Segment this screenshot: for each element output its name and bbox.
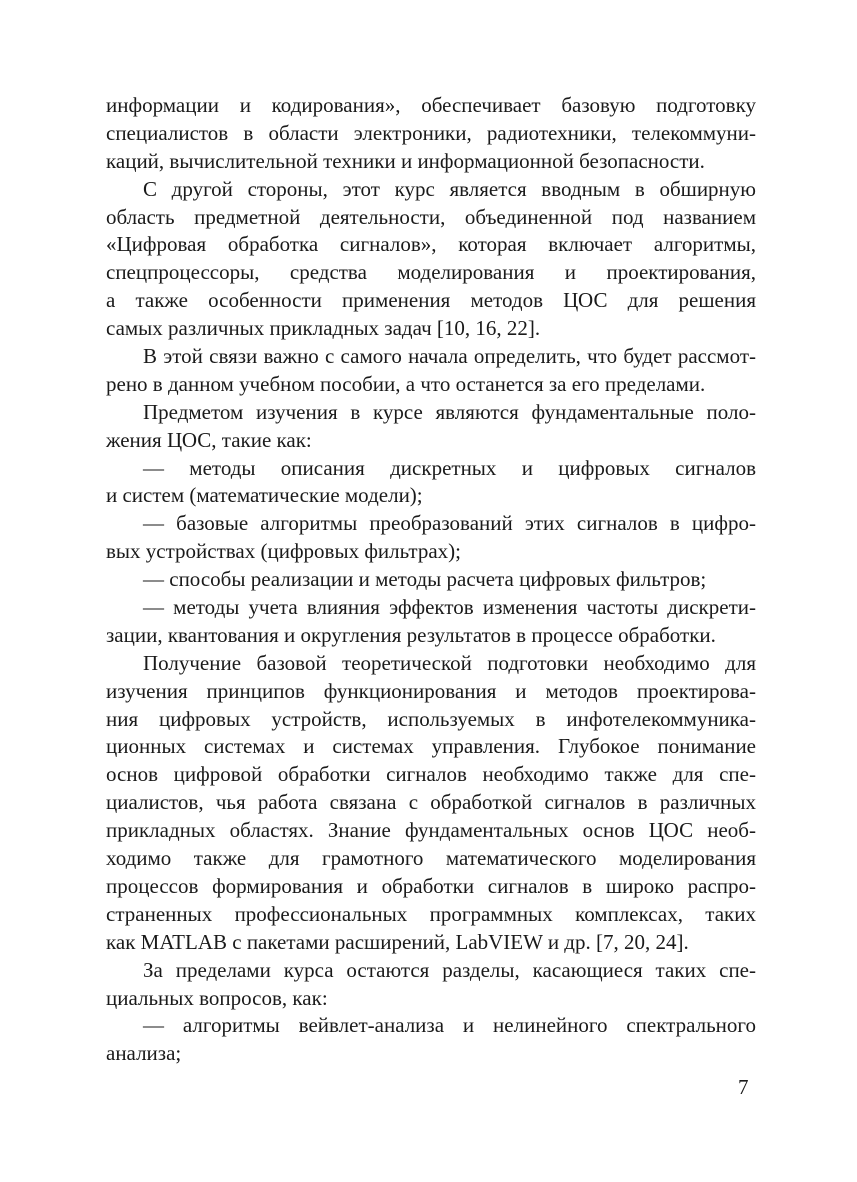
paragraph [106, 594, 756, 650]
text-line: а также особенности применения методов ЦОС для решения [106, 288, 756, 313]
text-line: — методы описания дискретных и цифровых сигналов [143, 455, 756, 480]
text-line: — способы реализации и методы расчета цифровых фильтров; [143, 567, 707, 592]
text-line: ходимо также для грамотного математического моделирования [106, 846, 756, 871]
text-line: вых устройствах (цифровых фильтрах); [106, 539, 462, 564]
paragraph [106, 455, 756, 511]
text-line: информации и кодирования», обеспечивает базовую подготовку [106, 93, 756, 117]
text-line: «Цифровая обработка сигналов», которая включает алгоритмы, [106, 232, 756, 257]
paragraph [106, 343, 756, 399]
page-number: 7 [738, 1075, 749, 1099]
text-line: — алгоритмы вейвлет-анализа и нелинейного спектрального [143, 1013, 756, 1038]
text-line: анализа; [106, 1041, 182, 1066]
text-line: область предметной деятельности, объединенной под названием [106, 204, 756, 229]
text-line: циалистов, чья работа связана с обработкой сигналов в различных [106, 790, 756, 815]
text-line: зации, квантования и округления результатов в процессе обработки. [106, 622, 716, 647]
text-line: специалистов в области электроники, радиотехники, телекоммуни- [106, 120, 756, 145]
paragraph [106, 399, 756, 455]
text-line: В этой связи важно с самого начала определить, что будет рассмот- [143, 344, 756, 369]
paragraph [106, 176, 756, 343]
paragraph [106, 92, 756, 176]
text-line: изучения принципов функционирования и методов проектирова- [106, 678, 756, 703]
text-line: страненных профессиональных программных комплексах, таких [106, 901, 756, 926]
text-line: и систем (математические модели); [106, 483, 423, 508]
text-line: С другой стороны, этот курс является вводным в обширную [143, 176, 756, 201]
text-line: спецпроцессоры, средства моделирования и проектирования, [106, 260, 756, 285]
text-line: самых различных прикладных задач [10, 16, 22]. [106, 316, 541, 341]
paragraph [106, 1012, 756, 1068]
paragraph [106, 566, 756, 594]
text-line: — базовые алгоритмы преобразований этих сигналов в цифро- [143, 511, 756, 536]
text-line: — методы учета влияния эффектов изменения частоты дискрети- [143, 595, 756, 620]
text-line: ния цифровых устройств, используемых в инфотелекоммуника- [106, 706, 756, 731]
text-line: процессов формирования и обработки сигналов в широко распро- [106, 873, 756, 898]
body-text [106, 92, 756, 1068]
text-line: ционных системах и системах управления. Глубокое понимание [106, 734, 756, 759]
text-line: Предметом изучения в курсе являются фундаментальные поло- [143, 399, 756, 424]
text-line: основ цифровой обработки сигналов необходимо также для спе- [106, 762, 756, 787]
text-line: каций, вычислительной техники и информационной безопасности. [106, 148, 705, 173]
text-line: прикладных областях. Знание фундаментальных основ ЦОС необ- [106, 818, 756, 843]
text-line: циальных вопросов, как: [106, 985, 328, 1010]
paragraph [106, 957, 756, 1013]
text-line: За пределами курса остаются разделы, касающиеся таких спе- [143, 957, 756, 982]
text-line: Получение базовой теоретической подготовки необходимо для [143, 650, 756, 675]
text-line: как MATLAB с пакетами расширений, LabVIEW и др. [7, 20, 24]. [106, 929, 689, 954]
paragraph [106, 650, 756, 957]
paragraph [106, 510, 756, 566]
text-line: жения ЦОС, такие как: [106, 427, 312, 452]
text-line: рено в данном учебном пособии, а что останется за его пределами. [106, 371, 706, 396]
